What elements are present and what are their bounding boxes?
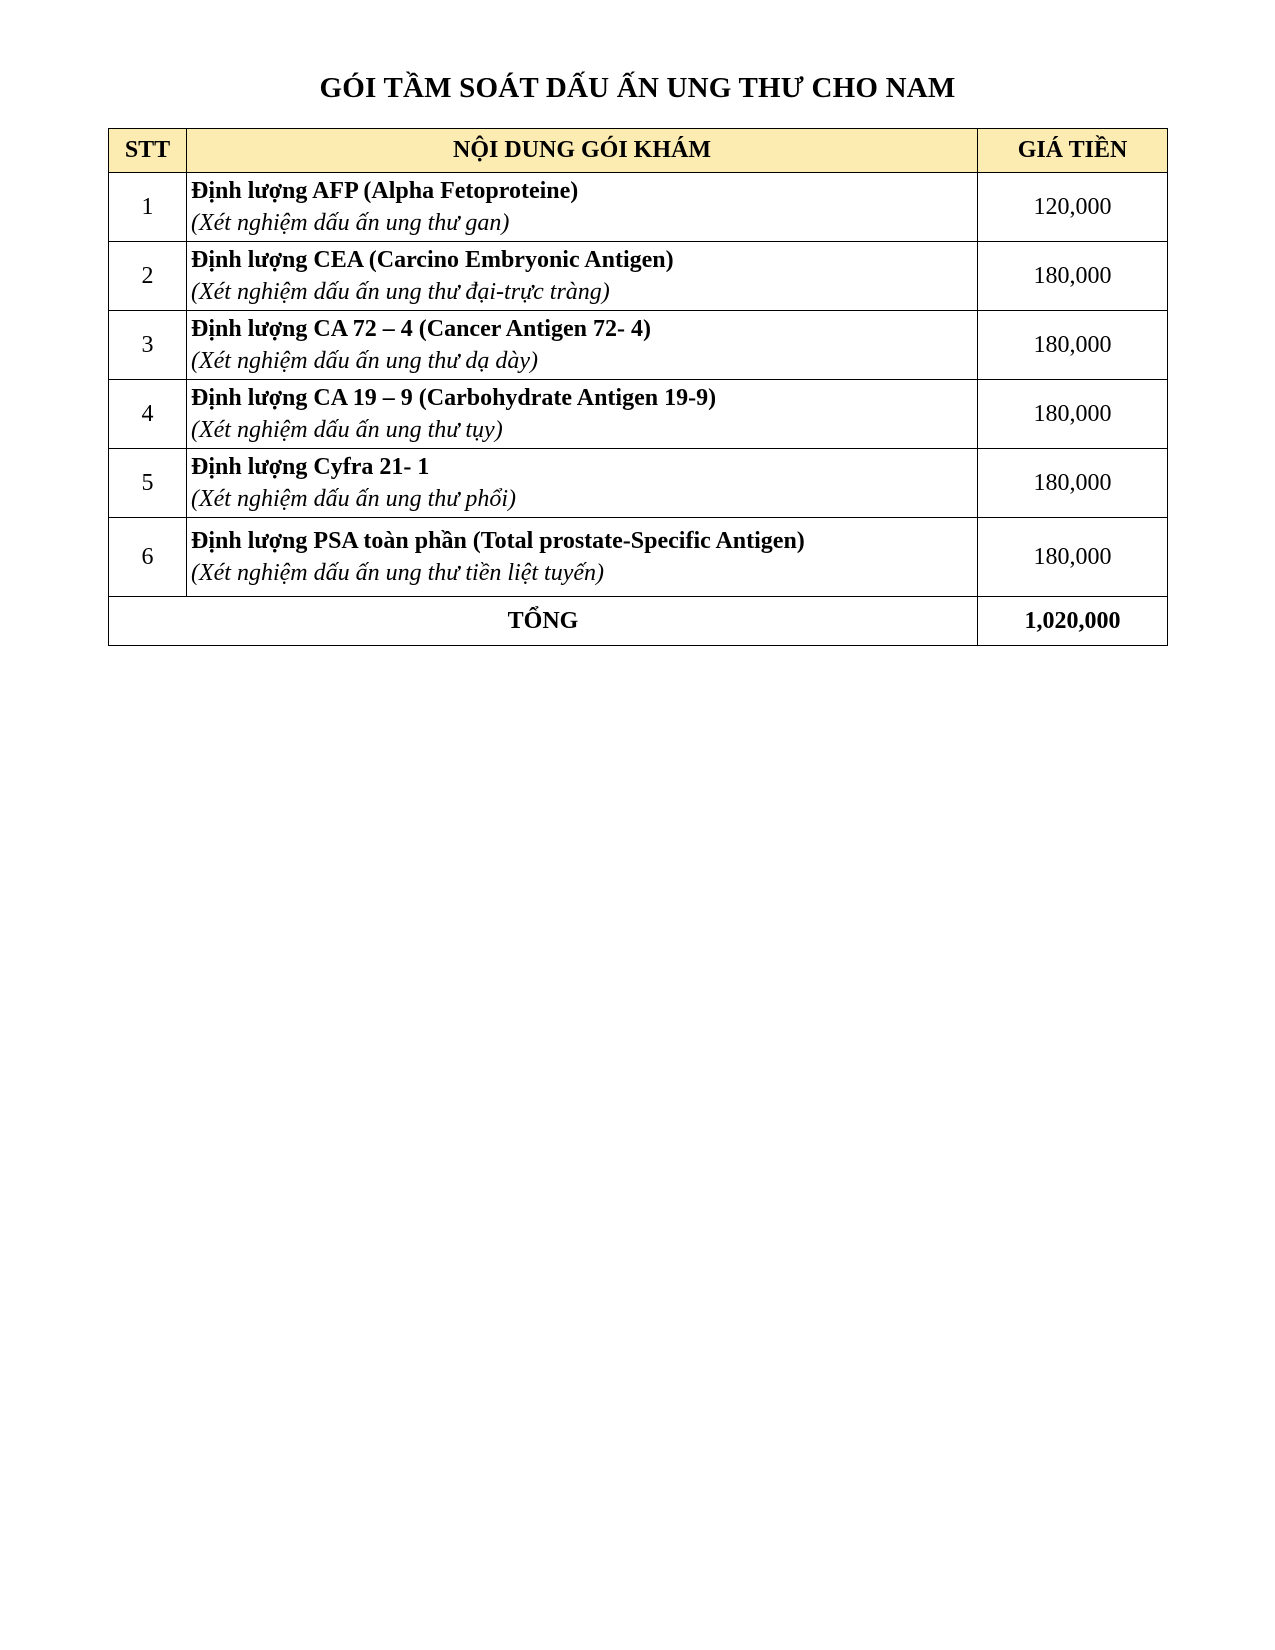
table-row: [109, 242, 1168, 311]
row-content: [187, 449, 978, 518]
total-label: TỔNG: [109, 597, 978, 646]
header-stt: STT: [109, 129, 187, 173]
table-row: [109, 173, 1168, 242]
item-name: Định lượng Cyfra 21- 1: [191, 454, 430, 480]
row-content: [187, 518, 978, 597]
row-price: 180,000: [978, 311, 1168, 380]
header-price: GIÁ TIỀN: [978, 129, 1168, 173]
row-price: 120,000: [978, 173, 1168, 242]
row-price: 180,000: [978, 518, 1168, 597]
row-stt: 6: [109, 518, 187, 597]
table-row: [109, 518, 1168, 597]
total-value: 1,020,000: [978, 597, 1168, 646]
item-name: Định lượng CEA (Carcino Embryonic Antigen): [191, 247, 674, 273]
item-name: Định lượng PSA toàn phần (Total prostate-Specific Antigen): [191, 528, 805, 554]
row-price: 180,000: [978, 380, 1168, 449]
table-row: [109, 449, 1168, 518]
total-row: [109, 597, 1168, 646]
row-price: 180,000: [978, 242, 1168, 311]
item-name: Định lượng CA 72 – 4 (Cancer Antigen 72- 4): [191, 316, 651, 342]
row-content: [187, 380, 978, 449]
row-price: 180,000: [978, 449, 1168, 518]
header-content: NỘI DUNG GÓI KHÁM: [187, 129, 978, 173]
page-title: GÓI TẦM SOÁT DẤU ẤN UNG THƯ CHO NAM: [319, 72, 956, 104]
row-stt: 4: [109, 380, 187, 449]
row-stt: 2: [109, 242, 187, 311]
row-content: [187, 311, 978, 380]
table-header-row: [109, 129, 1168, 173]
row-content: [187, 173, 978, 242]
row-stt: 1: [109, 173, 187, 242]
item-description: (Xét nghiệm dấu ấn ung thư tụy): [191, 417, 503, 443]
item-description: (Xét nghiệm dấu ấn ung thư tiền liệt tuyến): [191, 560, 604, 586]
table-row: [109, 311, 1168, 380]
row-content: [187, 242, 978, 311]
item-description: (Xét nghiệm dấu ấn ung thư phổi): [191, 486, 517, 512]
item-name: Định lượng AFP (Alpha Fetoproteine): [191, 178, 579, 204]
price-table: [108, 128, 1168, 646]
item-description: (Xét nghiệm dấu ấn ung thư dạ dày): [191, 348, 539, 374]
row-stt: 5: [109, 449, 187, 518]
item-description: (Xét nghiệm dấu ấn ung thư gan): [191, 210, 510, 236]
table-row: [109, 380, 1168, 449]
item-name: Định lượng CA 19 – 9 (Carbohydrate Antigen 19-9): [191, 385, 717, 411]
row-stt: 3: [109, 311, 187, 380]
item-description: (Xét nghiệm dấu ấn ung thư đại-trực tràng): [191, 279, 610, 305]
